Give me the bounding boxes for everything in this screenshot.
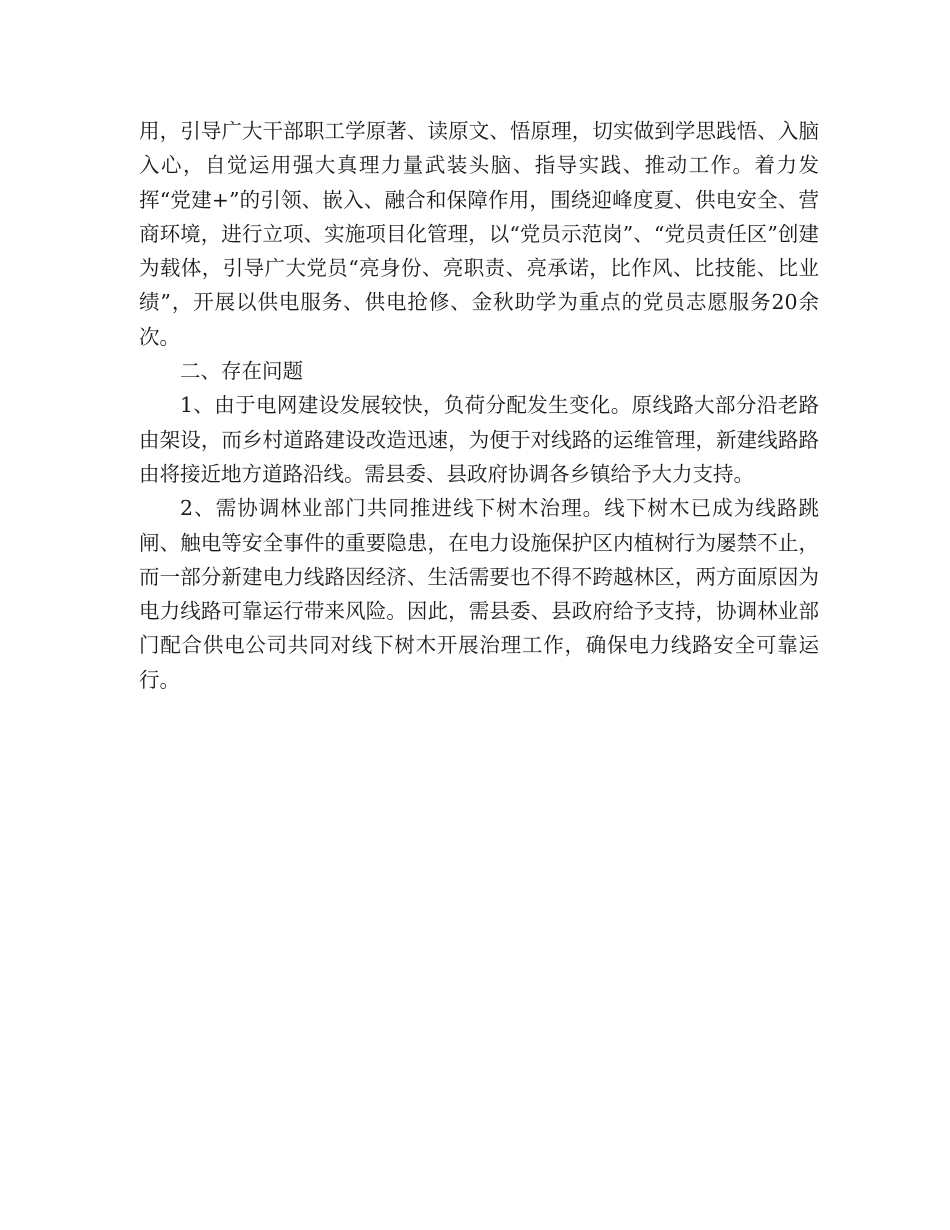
continued-paragraph: 用，引导广大干部职工学原著、读原文、悟原理，切实做到学思践悟、入脑入心，自觉运用强大真理力量武装头脑、指导实践、推动工作。着力发挥“党建+”的引领、嵌入、融合和保障作用，围绕迎峰度夏、供电安全、营商环境，进行立项、实施项目化管理，以“党员示范岗”、“党员责任区”创建为载体，引导广大党员“亮身份、亮职责、亮承诺，比作风、比技能、比业绩”，开展以供电服务、供电抢修、金秋助学为重点的党员志愿服务20余次。 bbox=[139, 119, 819, 349]
section-heading: 二、存在问题 bbox=[180, 359, 303, 384]
issue-paragraph-1: 1、由于电网建设发展较快，负荷分配发生变化。原线路大部分沿老路由架设，而乡村道路建设改造迅速，为便于对线路的运维管理，新建线路路由将接近地方道路沿线。需县委、县政府协调各乡镇给予大力支持。 bbox=[139, 393, 819, 486]
issue-paragraph-2: 2、需协调林业部门共同推进线下树木治理。线下树木已成为线路跳闸、触电等安全事件的重要隐患，在电力设施保护区内植树行为屡禁不止，而一部分新建电力线路因经济、生活需要也不得不跨越林区，两方面原因为电力线路可靠运行带来风险。因此，需县委、县政府给予支持，协调林业部门配合供电公司共同对线下树木开展治理工作，确保电力线路安全可靠运行。 bbox=[139, 496, 819, 692]
document-body bbox=[139, 114, 819, 697]
